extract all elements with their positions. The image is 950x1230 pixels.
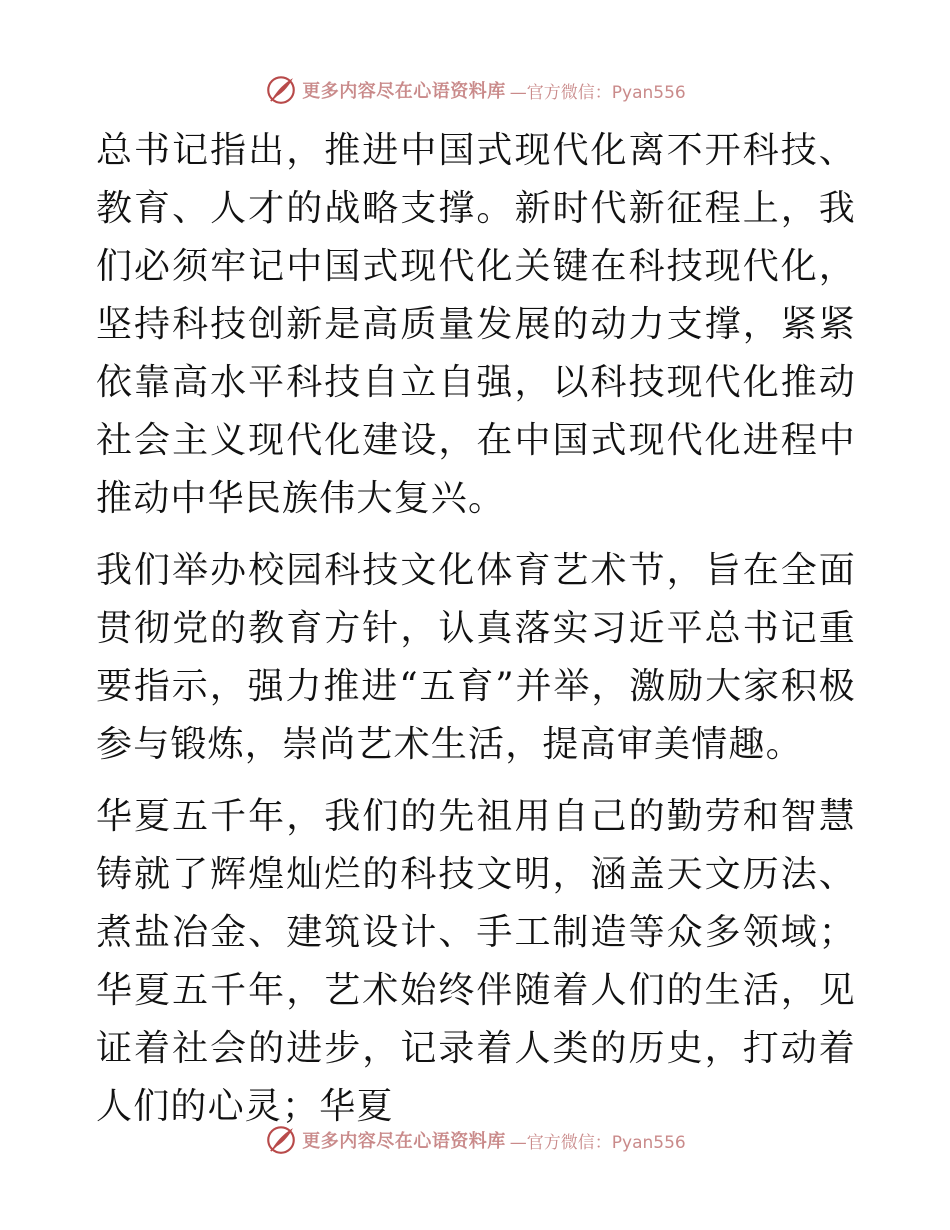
paragraph: 华夏五千年，我们的先祖用自己的勤劳和智慧铸就了辉煌灿烂的科技文明，涵盖天文历法、煮盐冶金、建筑设计、手工制造等众多领域；华夏五千年，艺术始终伴随着人们的生活，见证着社会的进步，记录着人类的历史，打动着人们的心灵；华夏 xyxy=(96,796,856,1127)
watermark xyxy=(264,73,685,107)
watermark-main-text: 更多内容尽在心语资料库 xyxy=(302,1131,506,1152)
watermark-contact-text: —官方微信：Pyan556 xyxy=(509,82,686,103)
document-body xyxy=(96,122,856,1136)
paragraph: 总书记指出，推进中国式现代化离不开科技、教育、人才的战略支撑。新时代新征程上，我们必须牢记中国式现代化关键在科技现代化，坚持科技创新是高质量发展的动力支撑，紧紧依靠高水平科技自立自强，以科技现代化推动社会主义现代化建设，在中国式现代化进程中推动中华民族伟大复兴。 xyxy=(96,130,856,519)
watermark-main-text: 更多内容尽在心语资料库 xyxy=(302,81,506,102)
feather-pen-logo-icon xyxy=(264,1123,298,1157)
feather-pen-logo-icon xyxy=(264,73,298,107)
page-header-watermark xyxy=(0,70,950,110)
watermark xyxy=(264,1123,685,1157)
paragraph: 我们举办校园科技文化体育艺术节，旨在全面贯彻党的教育方针，认真落实习近平总书记重要指示，强力推进“五育”并举，激励大家积极参与锻炼，崇尚艺术生活，提高审美情趣。 xyxy=(96,550,856,765)
watermark-contact-text: —官方微信：Pyan556 xyxy=(509,1132,686,1153)
page-footer-watermark xyxy=(0,1120,950,1160)
